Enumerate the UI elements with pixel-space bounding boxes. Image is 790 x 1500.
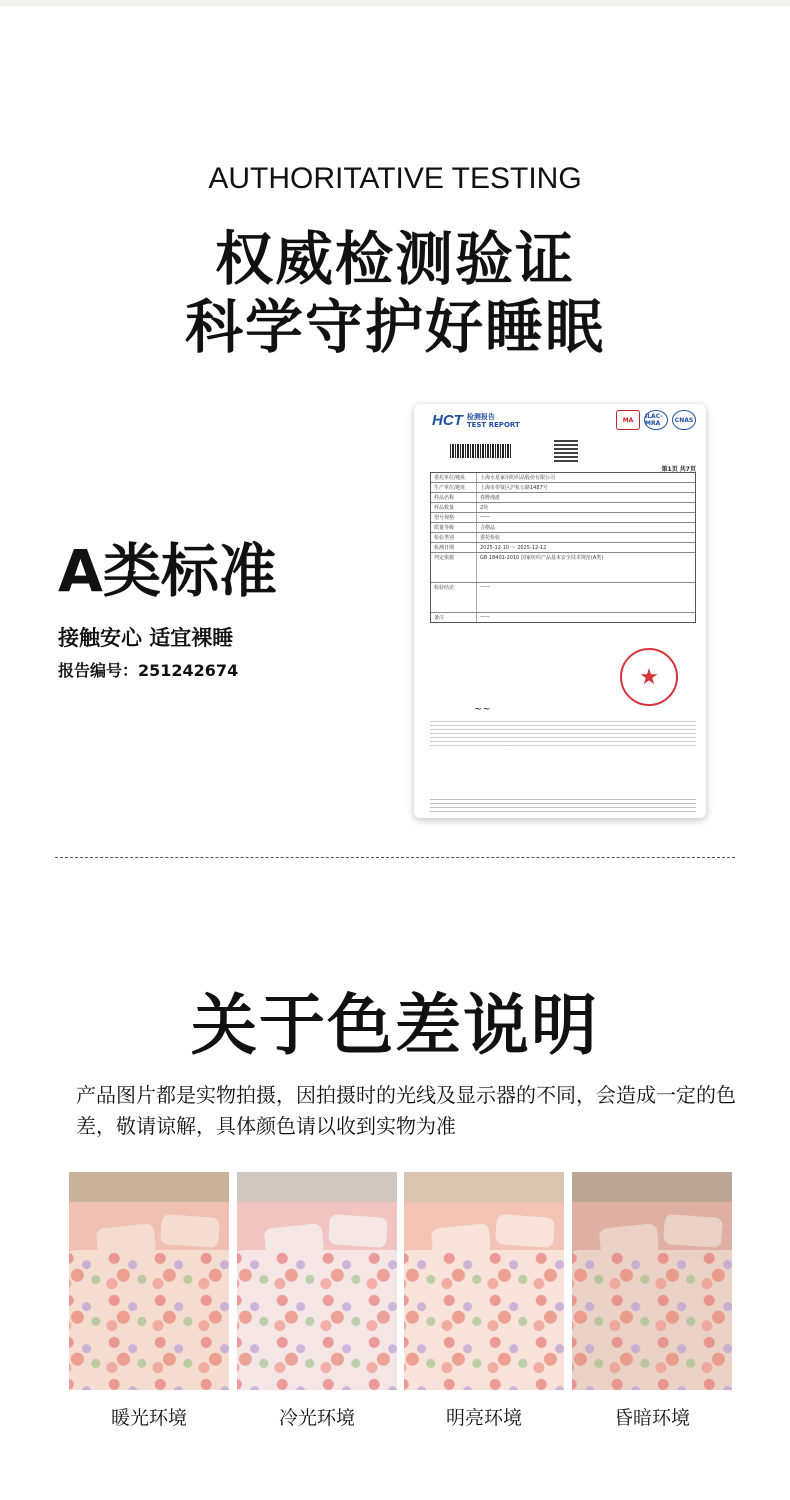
report-row <box>431 483 695 493</box>
section-divider <box>55 857 735 858</box>
report-row <box>431 523 695 533</box>
report-table <box>430 472 696 623</box>
bedding-photo-cool <box>237 1172 397 1390</box>
qr-code-icon <box>554 438 578 462</box>
row-key: 委托单位/地址 <box>431 473 477 482</box>
row-value: GB 18401-2010 国家纺织产品基本安全技术规范(A类) <box>480 555 604 561</box>
row-key: 检测日期 <box>431 543 477 552</box>
report-row <box>431 583 695 613</box>
hct-logo: HCT <box>432 412 463 429</box>
chinese-title-line2: 科学守护好睡眠 <box>184 293 605 361</box>
row-key: 判定依据 <box>431 553 477 582</box>
floral-pattern <box>69 1250 229 1390</box>
accreditation-badges <box>616 410 696 430</box>
report-logo-sub <box>467 413 520 429</box>
row-value: —— <box>480 614 490 620</box>
row-value: 上海水星家用纺织品股份有限公司 <box>480 475 556 481</box>
photo-label-dim: 昏暗环境 <box>613 1407 690 1429</box>
chinese-title-line1: 权威检测验证 <box>214 225 575 293</box>
report-header <box>432 412 520 429</box>
row-key: 质量等级 <box>431 523 477 532</box>
bedding-photo-dim <box>572 1172 732 1390</box>
row-value: —— <box>480 584 490 590</box>
report-row <box>431 493 695 503</box>
official-stamp-icon: ★ <box>620 648 678 706</box>
photo-label-cool: 冷光环境 <box>278 1407 355 1429</box>
bedding-photo-warm <box>69 1172 229 1390</box>
photo-label-warm: 暖光环境 <box>110 1407 187 1429</box>
report-row <box>431 553 695 583</box>
english-title: AUTHORITATIVE TESTING <box>208 162 582 195</box>
photo-label-bright: 明亮环境 <box>445 1407 522 1429</box>
row-value: 委托检验 <box>480 535 501 541</box>
report-row <box>431 503 695 513</box>
floral-pattern <box>572 1250 732 1390</box>
report-row <box>431 543 695 553</box>
row-value: 合格品 <box>480 525 496 531</box>
bedding-photo-bright <box>404 1172 564 1390</box>
color-difference-title: 关于色差说明 <box>191 987 599 1064</box>
report-page-number: 第1页 共7页 <box>661 466 696 473</box>
report-row <box>431 533 695 543</box>
test-report-image <box>414 404 706 818</box>
photo-row <box>69 1172 732 1390</box>
row-key: 型号规格 <box>431 513 477 522</box>
grade-label: A类标准 <box>58 537 277 605</box>
pillow <box>495 1214 555 1248</box>
report-row <box>431 613 695 622</box>
floral-pattern <box>237 1250 397 1390</box>
report-row <box>431 473 695 483</box>
row-key: 检验结论 <box>431 583 477 612</box>
row-key: 样品名称 <box>431 493 477 502</box>
row-value: 2025-12-10 ～ 2025-12-12 <box>480 545 547 551</box>
top-strip <box>0 0 790 6</box>
row-key: 备注 <box>431 613 477 622</box>
report-logo-sub-en: TEST REPORT <box>466 420 520 429</box>
row-value: 2块 <box>480 505 489 511</box>
report-number: 报告编号：251242674 <box>58 661 239 680</box>
row-value: —— <box>480 514 490 520</box>
report-logo-sub-cn: 检测报告 <box>466 412 495 421</box>
cnas-badge-icon: CNAS <box>672 410 696 430</box>
barcode-icon <box>450 444 512 458</box>
report-row <box>431 513 695 523</box>
pillow <box>663 1214 723 1248</box>
report-fine-print <box>430 720 696 746</box>
row-key: 检验类别 <box>431 533 477 542</box>
ilac-badge-icon: ILAC-MRA <box>644 410 668 430</box>
row-key: 生产单位/地址 <box>431 483 477 492</box>
floral-pattern <box>404 1250 564 1390</box>
pillow <box>328 1214 388 1248</box>
signature-icon: ~~ <box>474 704 491 715</box>
ma-badge-icon: MA <box>616 410 640 430</box>
report-footer <box>430 798 696 812</box>
row-key: 样品数量 <box>431 503 477 512</box>
color-difference-text: 产品图片都是实物拍摄，因拍摄时的光线及显示器的不同，会造成一定的色差，敬请谅解，具体颜色请以收到实物为准 <box>76 1083 736 1138</box>
pillow <box>160 1214 220 1248</box>
row-value: 春野漫游 <box>480 495 501 501</box>
slogan-text: 接触安心 适宜裸睡 <box>58 626 234 650</box>
row-value: 上海市奉贤区沪杭公路1487号 <box>480 485 548 491</box>
